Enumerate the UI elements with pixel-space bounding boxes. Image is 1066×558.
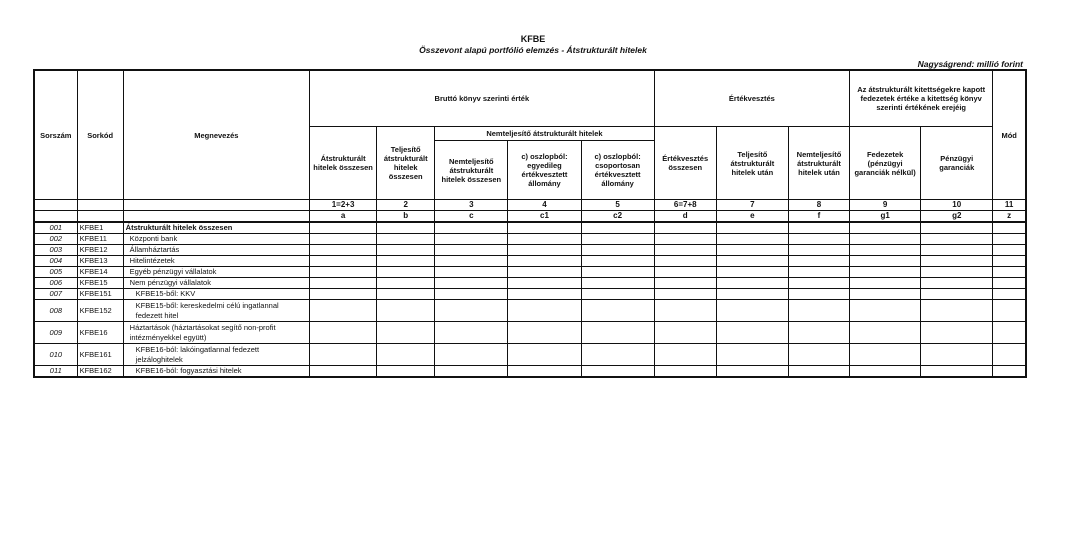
value-cell[interactable] xyxy=(508,322,581,344)
value-cell[interactable] xyxy=(716,267,788,278)
table-row xyxy=(34,344,1026,366)
value-cell[interactable] xyxy=(377,366,435,378)
value-cell[interactable] xyxy=(993,289,1026,300)
row-number: 008 xyxy=(34,300,77,322)
value-cell[interactable] xyxy=(654,322,716,344)
table-body xyxy=(34,222,1026,377)
value-cell[interactable] xyxy=(377,256,435,267)
value-cell[interactable] xyxy=(654,234,716,245)
value-cell[interactable] xyxy=(581,289,654,300)
value-cell[interactable] xyxy=(581,234,654,245)
value-cell[interactable] xyxy=(508,289,581,300)
header-col-c: Nemteljesítő átstrukturált hitelek összesen xyxy=(435,141,508,200)
value-cell[interactable] xyxy=(788,222,849,234)
header-sorkod: Sorkód xyxy=(77,70,123,200)
value-cell[interactable] xyxy=(716,344,788,366)
value-cell[interactable] xyxy=(921,322,993,344)
col-letter: c2 xyxy=(581,211,654,223)
header-col-g2: Pénzügyi garanciák xyxy=(921,127,993,200)
value-cell[interactable] xyxy=(788,278,849,289)
table-row xyxy=(34,267,1026,278)
value-cell[interactable] xyxy=(435,245,508,256)
table-row xyxy=(34,366,1026,378)
col-number: 2 xyxy=(377,200,435,211)
value-cell[interactable] xyxy=(581,344,654,366)
value-cell[interactable] xyxy=(716,278,788,289)
value-cell[interactable] xyxy=(654,300,716,322)
row-label: Központi bank xyxy=(123,234,309,245)
value-cell[interactable] xyxy=(654,289,716,300)
value-cell[interactable] xyxy=(788,234,849,245)
header-col-c2: c) oszlopból: csoportosan értékvesztett állomány xyxy=(581,141,654,200)
unit-label: Nagyságrend: millió forint xyxy=(917,59,1023,69)
table-row xyxy=(34,278,1026,289)
value-cell[interactable] xyxy=(788,366,849,378)
value-cell[interactable] xyxy=(310,234,377,245)
row-number: 001 xyxy=(34,222,77,234)
header-sorszam: Sorszám xyxy=(34,70,77,200)
value-cell[interactable] xyxy=(654,278,716,289)
value-cell[interactable] xyxy=(508,278,581,289)
table-row xyxy=(34,322,1026,344)
value-cell[interactable] xyxy=(993,245,1026,256)
value-cell[interactable] xyxy=(581,366,654,378)
value-cell[interactable] xyxy=(435,289,508,300)
row-number: 009 xyxy=(34,322,77,344)
value-cell[interactable] xyxy=(435,267,508,278)
value-cell[interactable] xyxy=(788,256,849,267)
col-letter: b xyxy=(377,211,435,223)
row-code: KFBE15 xyxy=(77,278,123,289)
table-row xyxy=(34,300,1026,322)
value-cell[interactable] xyxy=(581,300,654,322)
row-number: 004 xyxy=(34,256,77,267)
row-label: Hitelintézetek xyxy=(123,256,309,267)
value-cell[interactable] xyxy=(850,245,921,256)
row-code: KFBE161 xyxy=(77,344,123,366)
value-cell[interactable] xyxy=(377,245,435,256)
row-label: KFBE15-ből: kereskedelmi célú ingatlannal fedezett hitel xyxy=(123,300,309,322)
value-cell[interactable] xyxy=(581,267,654,278)
value-cell[interactable] xyxy=(310,344,377,366)
row-label: KFBE16-ból: fogyasztási hitelek xyxy=(123,366,309,378)
col-number: 8 xyxy=(788,200,849,211)
value-cell[interactable] xyxy=(581,245,654,256)
col-number: 3 xyxy=(435,200,508,211)
value-cell[interactable] xyxy=(435,344,508,366)
value-cell[interactable] xyxy=(716,366,788,378)
value-cell[interactable] xyxy=(508,245,581,256)
value-cell[interactable] xyxy=(310,256,377,267)
value-cell[interactable] xyxy=(377,278,435,289)
row-code: KFBE11 xyxy=(77,234,123,245)
table-row xyxy=(34,234,1026,245)
value-cell[interactable] xyxy=(850,322,921,344)
col-number: 9 xyxy=(850,200,921,211)
value-cell[interactable] xyxy=(850,256,921,267)
value-cell[interactable] xyxy=(654,267,716,278)
value-cell[interactable] xyxy=(508,300,581,322)
row-number: 005 xyxy=(34,267,77,278)
header-fedezet-group: Az átstrukturált kitettségekre kapott fedezetek értéke a kitettség könyv szerinti értékének erejéig xyxy=(850,70,993,127)
value-cell[interactable] xyxy=(850,267,921,278)
value-cell[interactable] xyxy=(716,234,788,245)
col-letter: c xyxy=(435,211,508,223)
row-label: Nem pénzügyi vállalatok xyxy=(123,278,309,289)
value-cell[interactable] xyxy=(788,245,849,256)
row-code: KFBE162 xyxy=(77,366,123,378)
header-mod: Mód xyxy=(993,70,1026,200)
col-number: 5 xyxy=(581,200,654,211)
row-label: Államháztartás xyxy=(123,245,309,256)
row-number: 010 xyxy=(34,344,77,366)
header-col-b: Teljesítő átstrukturált hitelek összesen xyxy=(377,127,435,200)
value-cell[interactable] xyxy=(850,289,921,300)
value-cell[interactable] xyxy=(921,256,993,267)
header-col-e: Teljesítő átstrukturált hitelek után xyxy=(716,127,788,200)
col-number: 4 xyxy=(508,200,581,211)
value-cell[interactable] xyxy=(993,322,1026,344)
header-col-d: Értékvesztés összesen xyxy=(654,127,716,200)
value-cell[interactable] xyxy=(435,256,508,267)
value-cell[interactable] xyxy=(850,366,921,378)
row-label: Átstrukturált hitelek összesen xyxy=(123,222,309,234)
value-cell[interactable] xyxy=(581,256,654,267)
value-cell[interactable] xyxy=(788,322,849,344)
col-number: 7 xyxy=(716,200,788,211)
value-cell[interactable] xyxy=(716,222,788,234)
row-label: KFBE16-ból: lakóingatlannal fedezett jelzáloghitelek xyxy=(123,344,309,366)
value-cell[interactable] xyxy=(921,366,993,378)
row-code: KFBE152 xyxy=(77,300,123,322)
value-cell[interactable] xyxy=(921,278,993,289)
value-cell[interactable] xyxy=(508,222,581,234)
col-number: 10 xyxy=(921,200,993,211)
value-cell[interactable] xyxy=(581,322,654,344)
value-cell[interactable] xyxy=(377,267,435,278)
col-number: 6=7+8 xyxy=(654,200,716,211)
table-row xyxy=(34,245,1026,256)
col-letter: d xyxy=(654,211,716,223)
value-cell[interactable] xyxy=(921,300,993,322)
value-cell[interactable] xyxy=(310,300,377,322)
value-cell[interactable] xyxy=(716,245,788,256)
row-code: KFBE16 xyxy=(77,322,123,344)
value-cell[interactable] xyxy=(921,289,993,300)
value-cell[interactable] xyxy=(850,278,921,289)
value-cell[interactable] xyxy=(993,300,1026,322)
row-code: KFBE14 xyxy=(77,267,123,278)
row-label: KFBE15-ből: KKV xyxy=(123,289,309,300)
col-letter: z xyxy=(993,211,1026,223)
value-cell[interactable] xyxy=(377,289,435,300)
value-cell[interactable] xyxy=(716,256,788,267)
value-cell[interactable] xyxy=(921,344,993,366)
value-cell[interactable] xyxy=(310,322,377,344)
value-cell[interactable] xyxy=(788,289,849,300)
value-cell[interactable] xyxy=(310,366,377,378)
value-cell[interactable] xyxy=(377,344,435,366)
value-cell[interactable] xyxy=(310,267,377,278)
value-cell[interactable] xyxy=(581,278,654,289)
row-number: 011 xyxy=(34,366,77,378)
header-col-g1: Fedezetek (pénzügyi garanciák nélkül) xyxy=(850,127,921,200)
value-cell[interactable] xyxy=(788,267,849,278)
value-cell[interactable] xyxy=(508,234,581,245)
value-cell[interactable] xyxy=(310,289,377,300)
value-cell[interactable] xyxy=(993,267,1026,278)
row-number: 007 xyxy=(34,289,77,300)
value-cell[interactable] xyxy=(850,234,921,245)
value-cell[interactable] xyxy=(921,267,993,278)
value-cell[interactable] xyxy=(435,234,508,245)
value-cell[interactable] xyxy=(377,322,435,344)
col-number: 11 xyxy=(993,200,1026,211)
header-megnevezes: Megnevezés xyxy=(123,70,309,200)
value-cell[interactable] xyxy=(921,222,993,234)
table-row xyxy=(34,222,1026,234)
value-cell[interactable] xyxy=(508,366,581,378)
col-number: 1=2+3 xyxy=(310,200,377,211)
value-cell[interactable] xyxy=(716,289,788,300)
value-cell[interactable] xyxy=(716,300,788,322)
value-cell[interactable] xyxy=(788,344,849,366)
row-code: KFBE1 xyxy=(77,222,123,234)
value-cell[interactable] xyxy=(654,245,716,256)
header-col-c1: c) oszlopból: egyedileg értékvesztett állomány xyxy=(508,141,581,200)
value-cell[interactable] xyxy=(654,344,716,366)
row-label: Egyéb pénzügyi vállalatok xyxy=(123,267,309,278)
row-code: KFBE12 xyxy=(77,245,123,256)
col-letter: f xyxy=(788,211,849,223)
report-table xyxy=(33,69,1027,378)
document-subtitle: Összevont alapú portfólió elemzés - Átstrukturált hitelek xyxy=(419,45,647,55)
value-cell[interactable] xyxy=(508,344,581,366)
value-cell[interactable] xyxy=(435,322,508,344)
value-cell[interactable] xyxy=(850,300,921,322)
value-cell[interactable] xyxy=(788,300,849,322)
value-cell[interactable] xyxy=(654,256,716,267)
value-cell[interactable] xyxy=(377,234,435,245)
value-cell[interactable] xyxy=(654,366,716,378)
document-title: KFBE xyxy=(520,34,546,44)
value-cell[interactable] xyxy=(716,322,788,344)
table-row xyxy=(34,256,1026,267)
value-cell[interactable] xyxy=(581,222,654,234)
col-letter: e xyxy=(716,211,788,223)
value-cell[interactable] xyxy=(993,278,1026,289)
value-cell[interactable] xyxy=(993,256,1026,267)
row-number: 003 xyxy=(34,245,77,256)
value-cell[interactable] xyxy=(993,366,1026,378)
value-cell[interactable] xyxy=(993,234,1026,245)
row-number: 006 xyxy=(34,278,77,289)
value-cell[interactable] xyxy=(435,278,508,289)
value-cell[interactable] xyxy=(310,245,377,256)
col-letter: c1 xyxy=(508,211,581,223)
col-letter: a xyxy=(310,211,377,223)
col-letter: g2 xyxy=(921,211,993,223)
row-code: KFBE151 xyxy=(77,289,123,300)
value-cell[interactable] xyxy=(435,300,508,322)
value-cell[interactable] xyxy=(993,222,1026,234)
header-brutto: Bruttó könyv szerinti érték xyxy=(310,70,655,127)
value-cell[interactable] xyxy=(508,267,581,278)
header-ertekvesztes: Értékvesztés xyxy=(654,70,849,127)
row-label: Háztartások (háztartásokat segítő non-profit intézményekkel együtt) xyxy=(123,322,309,344)
value-cell[interactable] xyxy=(508,256,581,267)
header-col-a: Átstrukturált hitelek összesen xyxy=(310,127,377,200)
value-cell[interactable] xyxy=(310,278,377,289)
row-code: KFBE13 xyxy=(77,256,123,267)
value-cell[interactable] xyxy=(310,222,377,234)
value-cell[interactable] xyxy=(435,222,508,234)
value-cell[interactable] xyxy=(654,222,716,234)
value-cell[interactable] xyxy=(921,245,993,256)
header-col-f: Nemteljesítő átstrukturált hitelek után xyxy=(788,127,849,200)
value-cell[interactable] xyxy=(993,344,1026,366)
row-number: 002 xyxy=(34,234,77,245)
col-letter: g1 xyxy=(850,211,921,223)
header-nemtelj-group: Nemteljesítő átstrukturált hitelek xyxy=(435,127,654,141)
value-cell[interactable] xyxy=(921,234,993,245)
value-cell[interactable] xyxy=(435,366,508,378)
value-cell[interactable] xyxy=(850,344,921,366)
value-cell[interactable] xyxy=(850,222,921,234)
value-cell[interactable] xyxy=(377,300,435,322)
table-row xyxy=(34,289,1026,300)
value-cell[interactable] xyxy=(377,222,435,234)
